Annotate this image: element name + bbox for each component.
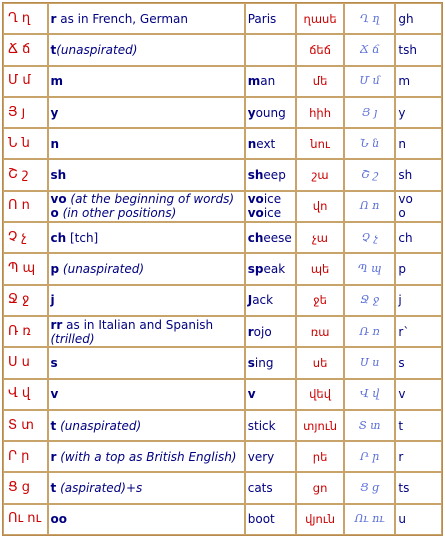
word-rest: ack xyxy=(252,293,274,308)
sound-key: rr xyxy=(50,317,63,332)
word-rest-2: ice xyxy=(263,206,282,221)
letter-cell: Չ չ xyxy=(3,222,48,253)
sound-cell xyxy=(48,472,245,503)
table-row xyxy=(3,222,442,253)
transliteration-cell: u xyxy=(395,504,442,535)
table-row xyxy=(3,34,442,65)
example-word-cell xyxy=(245,159,297,190)
sound-key: t xyxy=(50,418,57,433)
word-rest: Paris xyxy=(247,11,277,26)
table-row xyxy=(3,441,442,472)
sound-cell xyxy=(48,191,245,222)
handwritten-cell: Պ պ xyxy=(344,253,396,284)
table-row xyxy=(3,504,442,535)
letter-cell: Ո ո xyxy=(3,191,48,222)
sound-cell xyxy=(48,34,245,65)
example-word-cell xyxy=(245,441,297,472)
table-row xyxy=(3,316,442,347)
sound-desc: as in French, German xyxy=(56,11,188,26)
sound-key: r xyxy=(50,449,57,464)
table-row xyxy=(3,285,442,316)
table-row xyxy=(3,128,442,159)
letter-cell: Ճ ճ xyxy=(3,34,48,65)
sound-key: oo xyxy=(50,512,67,527)
word-rest: eak xyxy=(263,262,286,277)
example-word-cell xyxy=(245,316,297,347)
handwritten-cell: Ց ց xyxy=(344,472,396,503)
sound-key: y xyxy=(50,105,59,120)
transliteration-cell: t xyxy=(395,410,442,441)
letter-cell: Ու ու xyxy=(3,504,48,535)
table-row xyxy=(3,472,442,503)
sound-desc: (at the beginning of words) xyxy=(66,192,235,207)
letter-cell: Ց ց xyxy=(3,472,48,503)
letter-cell: Ջ ջ xyxy=(3,285,48,316)
example-word-cell xyxy=(245,472,297,503)
handwritten-cell: Ռ ռ xyxy=(344,316,396,347)
word-key: sh xyxy=(247,168,264,183)
sound-key: sh xyxy=(50,168,67,183)
sound-key: v xyxy=(50,387,59,402)
sound-cell xyxy=(48,222,245,253)
example-word-cell xyxy=(245,410,297,441)
word-key: sp xyxy=(247,262,264,277)
word-key: m xyxy=(247,74,261,89)
example-word-cell xyxy=(245,97,297,128)
sound-key: s xyxy=(50,355,58,370)
word-rest: boot xyxy=(247,512,275,527)
handwritten-cell: Ղ ղ xyxy=(344,3,396,34)
transliteration-cell: j xyxy=(395,285,442,316)
handwritten-cell: Ր ր xyxy=(344,441,396,472)
word-key: J xyxy=(247,293,253,308)
table-row xyxy=(3,191,442,222)
word-key-2: vo xyxy=(247,206,264,221)
sound-key-2: o xyxy=(50,206,59,221)
letter-name-cell: ռա xyxy=(296,316,344,347)
table-row xyxy=(3,410,442,441)
example-word-cell xyxy=(245,34,297,65)
transliteration-cell: ch xyxy=(395,222,442,253)
example-word-cell xyxy=(245,504,297,535)
example-word-cell xyxy=(245,253,297,284)
letter-cell: Շ շ xyxy=(3,159,48,190)
letter-cell: Ռ ռ xyxy=(3,316,48,347)
translit-2: o xyxy=(398,206,406,221)
sound-cell xyxy=(48,97,245,128)
sound-cell xyxy=(48,504,245,535)
example-word-cell xyxy=(245,128,297,159)
sound-cell xyxy=(48,410,245,441)
word-rest: ext xyxy=(256,136,276,151)
word-rest: ojo xyxy=(253,324,272,339)
handwritten-cell: Ս ս xyxy=(344,347,396,378)
transliteration-cell: s xyxy=(395,347,442,378)
letter-name-cell: ճեճ xyxy=(296,34,344,65)
transliteration-cell: r` xyxy=(395,316,442,347)
example-word-cell xyxy=(245,285,297,316)
word-key: vo xyxy=(247,192,264,207)
word-key: s xyxy=(247,355,255,370)
word-rest: eese xyxy=(263,230,292,245)
handwritten-cell: Ու ու xyxy=(344,504,396,535)
table-row xyxy=(3,97,442,128)
sound-key: n xyxy=(50,136,60,151)
transliteration-cell: p xyxy=(395,253,442,284)
handwritten-cell: Ջ ջ xyxy=(344,285,396,316)
example-word-cell xyxy=(245,222,297,253)
sound-cell xyxy=(48,316,245,347)
letter-name-cell: հիհ xyxy=(296,97,344,128)
handwritten-cell: Տ տ xyxy=(344,410,396,441)
word-rest: an xyxy=(260,74,276,89)
handwritten-cell: Չ չ xyxy=(344,222,396,253)
word-key: y xyxy=(247,105,256,120)
table-row xyxy=(3,3,442,34)
table-row xyxy=(3,253,442,284)
sound-key: j xyxy=(50,293,55,308)
sound-key: m xyxy=(50,74,64,89)
example-word-cell xyxy=(245,191,297,222)
letter-name-cell: տյուն xyxy=(296,410,344,441)
letter-cell: Յ յ xyxy=(3,97,48,128)
letter-name-cell: շա xyxy=(296,159,344,190)
sound-desc: as in Italian and Spanish xyxy=(62,317,214,332)
sound-cell xyxy=(48,159,245,190)
transliteration-cell: m xyxy=(395,66,442,97)
word-key: ch xyxy=(247,230,264,245)
word-rest: cats xyxy=(247,481,273,496)
letter-name-cell: սե xyxy=(296,347,344,378)
example-word-cell xyxy=(245,3,297,34)
word-rest: stick xyxy=(247,418,276,433)
transliteration-cell xyxy=(395,191,442,222)
sound-cell xyxy=(48,285,245,316)
armenian-alphabet-table xyxy=(2,2,443,536)
transliteration-cell: r xyxy=(395,441,442,472)
letter-name-cell: ցո xyxy=(296,472,344,503)
letter-cell: Ր ր xyxy=(3,441,48,472)
sound-cell xyxy=(48,128,245,159)
word-key: n xyxy=(247,136,257,151)
letter-name-cell: մե xyxy=(296,66,344,97)
sound-key: t xyxy=(50,481,57,496)
letter-cell: Պ պ xyxy=(3,253,48,284)
word-rest: very xyxy=(247,449,275,464)
table-row xyxy=(3,379,442,410)
letter-name-cell: վո xyxy=(296,191,344,222)
handwritten-cell: Ո ո xyxy=(344,191,396,222)
handwritten-cell: Մ մ xyxy=(344,66,396,97)
transliteration-cell: v xyxy=(395,379,442,410)
sound-key: r xyxy=(50,11,57,26)
transliteration-cell: y xyxy=(395,97,442,128)
transliteration-cell: sh xyxy=(395,159,442,190)
letter-cell: Ս ս xyxy=(3,347,48,378)
letter-cell: Տ տ xyxy=(3,410,48,441)
letter-name-cell: ջե xyxy=(296,285,344,316)
handwritten-cell: Շ շ xyxy=(344,159,396,190)
letter-name-cell: վեվ xyxy=(296,379,344,410)
transliteration-cell: ts xyxy=(395,472,442,503)
handwritten-cell: Վ վ xyxy=(344,379,396,410)
sound-cell xyxy=(48,3,245,34)
sound-cell xyxy=(48,441,245,472)
transliteration-cell: gh xyxy=(395,3,442,34)
sound-cell xyxy=(48,66,245,97)
handwritten-cell: Ճ ճ xyxy=(344,34,396,65)
sound-key: p xyxy=(50,262,60,277)
letter-name-cell: րե xyxy=(296,441,344,472)
letter-name-cell: նու xyxy=(296,128,344,159)
translit-1: vo xyxy=(398,192,413,207)
sound-desc: (unaspirated) xyxy=(56,418,142,433)
example-word-cell xyxy=(245,66,297,97)
sound-desc: [tch] xyxy=(66,230,99,245)
sound-key: t xyxy=(50,42,57,57)
example-word-cell xyxy=(245,347,297,378)
letter-cell: Մ մ xyxy=(3,66,48,97)
word-key: v xyxy=(247,387,256,402)
word-rest: ing xyxy=(254,355,274,370)
letter-name-cell: ղասե xyxy=(296,3,344,34)
sound-desc-2: (in other positions) xyxy=(58,206,177,221)
letter-cell: Ղ ղ xyxy=(3,3,48,34)
sound-desc-2: (trilled) xyxy=(50,331,95,346)
sound-key: vo xyxy=(50,192,67,207)
table-row xyxy=(3,66,442,97)
transliteration-cell: tsh xyxy=(395,34,442,65)
word-key: r xyxy=(247,324,254,339)
table-row xyxy=(3,347,442,378)
letter-cell: Վ վ xyxy=(3,379,48,410)
sound-cell xyxy=(48,253,245,284)
word-rest: eep xyxy=(263,168,286,183)
handwritten-cell: Ն ն xyxy=(344,128,396,159)
sound-desc: (unaspirated) xyxy=(59,262,145,277)
sound-cell xyxy=(48,379,245,410)
sound-desc: (aspirated)+s xyxy=(56,481,143,496)
sound-key: ch xyxy=(50,230,67,245)
example-word-cell xyxy=(245,379,297,410)
letter-cell: Ն ն xyxy=(3,128,48,159)
handwritten-cell: Յ յ xyxy=(344,97,396,128)
sound-cell xyxy=(48,347,245,378)
transliteration-cell: n xyxy=(395,128,442,159)
sound-desc: (unaspirated) xyxy=(56,42,138,57)
letter-name-cell: վյուն xyxy=(296,504,344,535)
word-rest: ice xyxy=(263,192,282,207)
sound-desc: (with a top as British English) xyxy=(56,449,237,464)
word-rest: oung xyxy=(255,105,286,120)
letter-name-cell: չա xyxy=(296,222,344,253)
table-row xyxy=(3,159,442,190)
letter-name-cell: պե xyxy=(296,253,344,284)
